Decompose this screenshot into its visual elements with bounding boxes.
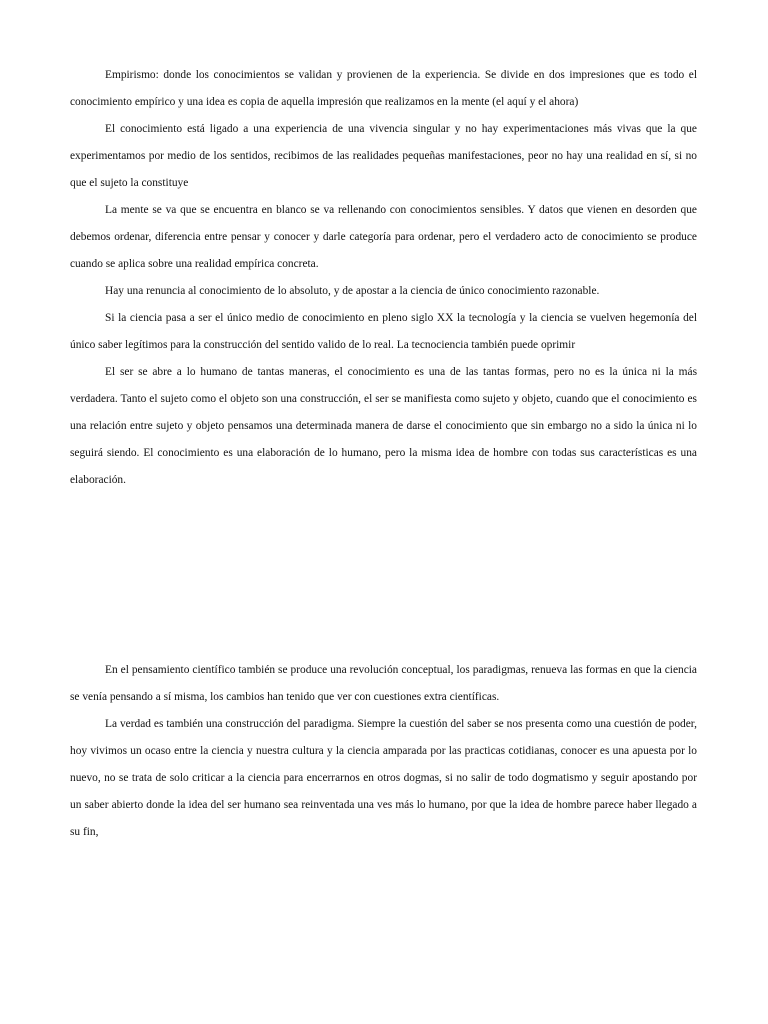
text-section-1 <box>70 62 697 494</box>
paragraph-mente-en-blanco: La mente se va que se encuentra en blanco se va rellenando con conocimientos sensibles. Y datos que vienen en desorden que debemos ordenar, diferencia entre pensar y conocer y darle categoría para ordenar, pero el verdadero acto de conocimiento se produce cuando se aplica sobre una realidad empírica concreta. <box>70 204 697 270</box>
paragraph-conocimiento-ligado: El conocimiento está ligado a una experiencia de una vivencia singular y no hay experimentaciones más vivas que la que experimentamos por medio de los sentidos, recibimos de las realidades pequeñas manifestaciones, peor no hay una realidad en sí, si no que el sujeto la constituye <box>70 123 697 189</box>
paragraph-verdad-paradigma: La verdad es también una construcción del paradigma. Siempre la cuestión del saber se nos presenta como una cuestión de poder, hoy vivimos un ocaso entre la ciencia y nuestra cultura y la ciencia amparada por las practicas cotidianas, conocer es una apuesta por lo nuevo, no se trata de solo criticar a la ciencia para encerrarnos en otros dogmas, si no salir de todo dogmatismo y seguir apostando por un saber abierto donde la idea del ser humano sea reinventada una ves más lo humano, por que la idea de hombre parece haber llegado a su fin, <box>70 718 697 838</box>
paragraph-pensamiento-cientifico: En el pensamiento científico también se produce una revolución conceptual, los paradigmas, renueva las formas en que la ciencia se venía pensando a sí misma, los cambios han tenido que ver con cuestiones extra científicas. <box>70 664 697 703</box>
text-section-2 <box>70 657 697 846</box>
paragraph-empirismo: Empirismo: donde los conocimientos se validan y provienen de la experiencia. Se divide en dos impresiones que es todo el conocimiento empírico y una idea es copia de aquella impresión que realizamos en la mente (el aquí y el ahora) <box>70 69 697 108</box>
paragraph-renuncia-absoluto: Hay una renuncia al conocimiento de lo absoluto, y de apostar a la ciencia de único conocimiento razonable. <box>105 285 600 297</box>
paragraph-ser-humano: El ser se abre a lo humano de tantas maneras, el conocimiento es una de las tantas formas, pero no es la única ni la más verdadera. Tanto el sujeto como el objeto son una construcción, el ser se manifiesta como sujeto y objeto, cuando que el conocimiento es una relación entre sujeto y objeto pensamos una determinada manera de darse el conocimiento que sin embargo no a sido la única ni lo seguirá siendo. El conocimiento es una elaboración de lo humano, pero la misma idea de hombre con todas sus características es una elaboración. <box>70 366 697 486</box>
paragraph-ciencia-hegemonia: Si la ciencia pasa a ser el único medio de conocimiento en pleno siglo XX la tecnología y la ciencia se vuelven hegemonía del único saber legítimos para la construcción del sentido valido de lo real. La tecnociencia también puede oprimir <box>70 312 697 351</box>
